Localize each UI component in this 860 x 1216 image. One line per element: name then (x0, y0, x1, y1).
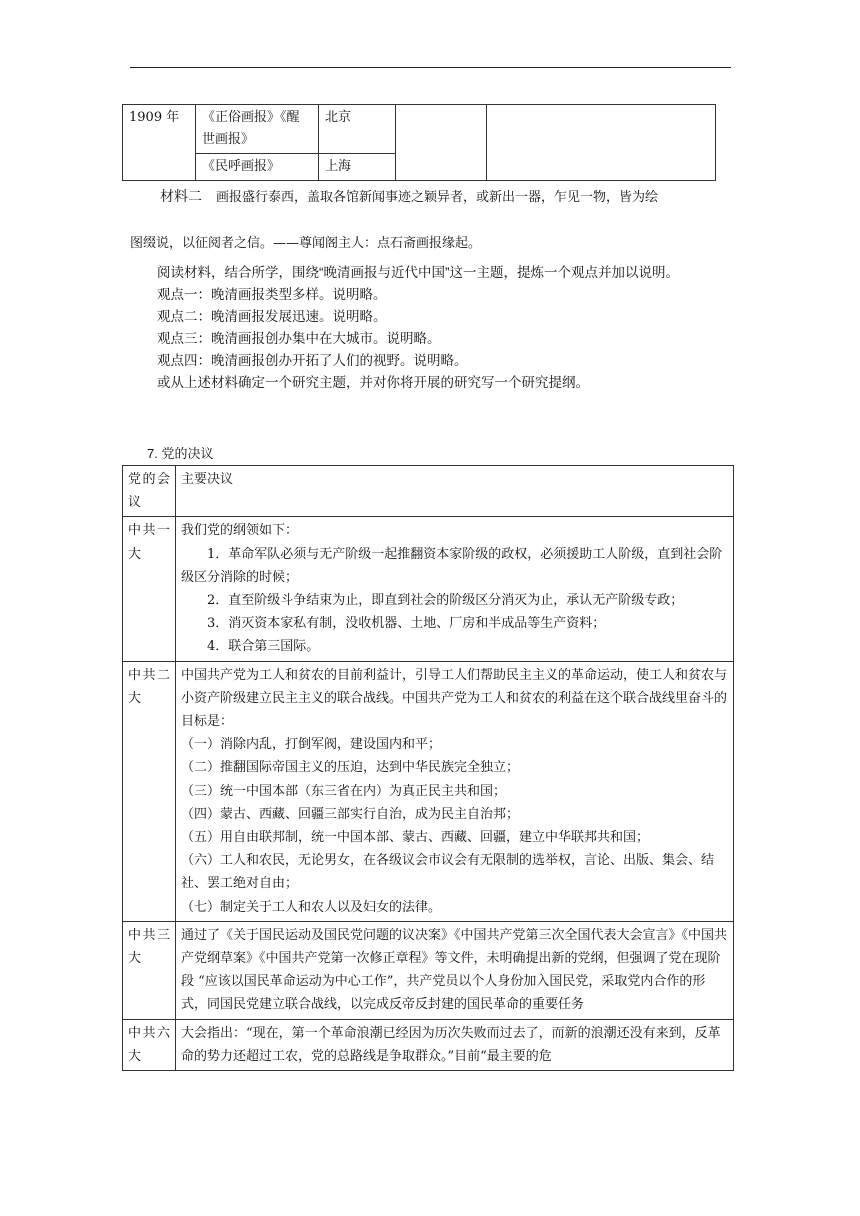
meeting-cell: 中共一大 (123, 517, 176, 661)
table-row (123, 921, 734, 1019)
task-prompt: 阅读材料，结合所学，围绕“晚清画报与近代中国”这一主题，提炼一个观点并加以说明。 (157, 265, 679, 280)
content-line: 4．联合第三国际。 (207, 639, 320, 655)
content-line: （五）用自由联邦制，统一中国本部、蒙古、西藏、回疆，建立中华联邦共和国； (181, 830, 650, 846)
content-line: （四）蒙古、西藏、回疆三部实行自治，成为民主自治邦； (181, 806, 520, 822)
task-section (130, 262, 730, 394)
section-title: 7. 党的决议 (147, 446, 214, 461)
table-row (123, 1019, 734, 1070)
content-line: 通过了《关于国民运动及国民党问题的议决案》《中国共产党第三次全国代表大会宣言》《中国共产党纲草案》《中国共产党第一次修正章程》等文件，未明确提出新的党纲，但强调了党在现阶段 “应该以国民革命运动为中心工作”，共产党员以个人身份加入国民党，采取党内合作的形式，同国民党建立联合战线，以完成反帝反封建的国民革命的重要任务 (181, 927, 728, 1013)
table-row (123, 661, 734, 921)
view-item: 观点一：晚清画报类型多样。说明略。 (157, 287, 387, 302)
content-line: 1．革命军队必须与无产阶级一起推翻资本家阶级的政权，必须援助工人阶级，直到社会阶级区分消除的时候； (181, 546, 723, 585)
content-line: （六）工人和农民，无论男女，在各级议会市议会有无限制的选举权，言论、出版、集会、结社、罢工绝对自由； (181, 853, 715, 892)
content-line: （一）消除内乱，打倒军阀，建设国内和平； (181, 737, 442, 753)
year-cell: 1909 年 (123, 105, 196, 181)
empty-cell (487, 105, 716, 181)
material-label: 材料二 (160, 189, 202, 205)
content-line: （二）推翻国际帝国主义的压迫，达到中华民族完全独立； (181, 760, 520, 776)
newspaper-table (122, 104, 716, 181)
content-line: 我们党的纲领如下： (181, 523, 299, 539)
meeting-cell: 中共六大 (123, 1019, 176, 1070)
meeting-cell: 中共二大 (123, 661, 176, 921)
content-line: （七）制定关于工人和农人以及妇女的法律。 (181, 899, 442, 915)
material-text: 画报盛行泰西，盖取各馆新闻事迹之颖异者，或新出一器，乍见一物，皆为绘 (216, 190, 659, 205)
content-line: 中国共产党为工人和贫农的目前利益计，引导工人们帮助民主主义的革命运动，使工人和贫农与小资产阶级建立民主主义的联合战线。中国共产党为工人和贫农的利益在这个联合战线里奋斗的目标是： (181, 667, 728, 730)
city-cell: 上海 (319, 154, 396, 181)
material-text: 图缀说，以征阅者之信。——尊闻阁主人：点石斋画报缘起。 (130, 236, 482, 251)
content-line: 3．消灭资本家私有制，没收机器、土地、厂房和半成品等生产资料； (207, 616, 606, 632)
content-cell (176, 921, 734, 1019)
resolutions-table (122, 465, 734, 1071)
table-header-row (123, 466, 734, 517)
view-item: 或从上述材料确定一个研究主题，并对你将开展的研究写一个研究提纲。 (157, 375, 589, 390)
content-line: 大会指出：“现在，第一个革命浪潮已经因为历次失败而过去了，而新的浪潮还没有来到，反革命的势力还超过工农，党的总路线是争取群众。”目前“最主要的危 (181, 1025, 721, 1064)
city-cell: 北京 (319, 105, 396, 154)
table-row (123, 517, 734, 661)
content-cell (176, 661, 734, 921)
header-rule (130, 67, 731, 68)
content-line: （三）统一中国本部（东三省在内）为真正民主共和国； (181, 783, 507, 799)
meeting-cell: 中共三大 (123, 921, 176, 1019)
content-cell (176, 1019, 734, 1070)
paper-name-cell: 《民呼画报》 (196, 154, 319, 181)
view-item: 观点三：晚清画报创办集中在大城市。说明略。 (157, 331, 441, 346)
content-cell (176, 517, 734, 661)
empty-cell (396, 105, 487, 181)
view-item: 观点四：晚清画报创办开拓了人们的视野。说明略。 (157, 353, 468, 368)
paper-name-cell: 《正俗画报》《醒世画报》 (196, 105, 319, 154)
material-two (130, 186, 730, 255)
header-meeting: 党的会议 (123, 466, 176, 517)
header-content: 主要决议 (176, 466, 734, 517)
view-item: 观点二：晚清画报发展迅速。说明略。 (157, 309, 387, 324)
content-line: 2．直至阶级斗争结束为止，即直到社会的阶级区分消灭为止，承认无产阶级专政； (207, 593, 684, 609)
